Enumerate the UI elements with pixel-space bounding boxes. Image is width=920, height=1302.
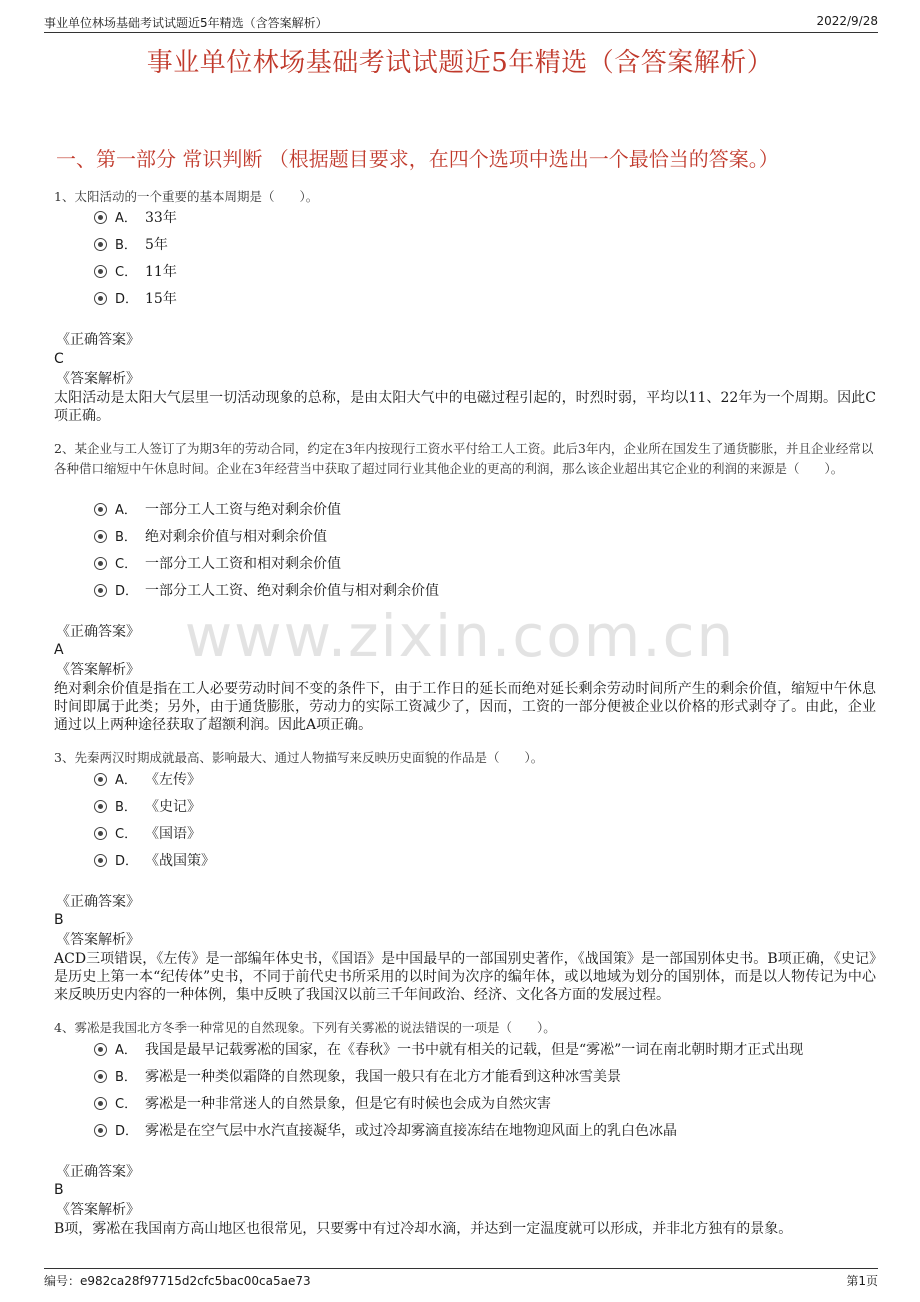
question-4-option-d[interactable]: D． 雾凇是在空气层中水汽直接凝华，或过冷却雾滴直接冻结在地物迎风面上的乳白色冰晶 bbox=[94, 1120, 677, 1142]
question-4-stem: 4、雾凇是我国北方冬季一种常见的自然现象。下列有关雾凇的说法错误的一项是（ ）。 bbox=[54, 1020, 556, 1035]
radio-icon[interactable] bbox=[94, 530, 107, 543]
question-3-option-d[interactable]: D． 《战国策》 bbox=[94, 850, 215, 872]
radio-icon[interactable] bbox=[94, 211, 107, 224]
explanation-label: 《答案解析》 bbox=[56, 932, 140, 948]
question-3-option-c[interactable]: C． 《国语》 bbox=[94, 823, 201, 845]
question-2-option-d[interactable]: D． 一部分工人工资、绝对剩余价值与相对剩余价值 bbox=[94, 580, 439, 602]
question-3-answer: B bbox=[54, 912, 64, 928]
question-3-option-a[interactable]: A． 《左传》 bbox=[94, 769, 201, 791]
question-1-option-c[interactable]: C． 11年 bbox=[94, 261, 177, 283]
page-footer bbox=[44, 1268, 878, 1291]
radio-icon[interactable] bbox=[94, 557, 107, 570]
radio-icon[interactable] bbox=[94, 854, 107, 867]
answer-label: 《正确答案》 bbox=[56, 894, 140, 910]
header-doc-name: 事业单位林场基础考试试题近5年精选（含答案解析） bbox=[44, 16, 328, 30]
question-4-option-b[interactable]: B． 雾凇是一种类似霜降的自然现象，我国一般只有在北方才能看到这种冰雪美景 bbox=[94, 1066, 621, 1088]
footer-doc-id: 编号：e982ca28f97715d2cfc5bac00ca5ae73 bbox=[44, 1274, 311, 1288]
document-title: 事业单位林场基础考试试题近5年精选（含答案解析） bbox=[146, 48, 774, 78]
question-2-stem: 2、某企业与工人签订了为期3年的劳动合同，约定在3年内按现行工资水平付给工人工资。此后3年内，企业所在国发生了通货膨胀，并且企业经常以各种借口缩短中午休息时间。企业在3年经营当中获取了超过同行业其他企业的更高的利润，那么该企业超出其它企业的利润的来源是（ ）。 bbox=[54, 441, 874, 476]
question-3-explanation: ACD三项错误，《左传》是一部编年体史书，《国语》是中国最早的一部国别史著作，《战国策》是一部国别体史书。B项正确，《史记》是历史上第一本“纪传体”史书，不同于前代史书所采用的以时间为次序的编年体，或以地域为划分的国别体，而是以人物传记为中心来反映历史内容的一种体例，集中反映了我国汉以前三千年间政治、经济、文化各方面的发展过程。 bbox=[54, 951, 876, 1003]
question-1-option-a[interactable]: A． 33年 bbox=[94, 207, 177, 229]
question-2-option-a[interactable]: A． 一部分工人工资与绝对剩余价值 bbox=[94, 499, 341, 521]
radio-icon[interactable] bbox=[94, 1097, 107, 1110]
radio-icon[interactable] bbox=[94, 238, 107, 251]
question-4-option-c[interactable]: C． 雾凇是一种非常迷人的自然景象，但是它有时候也会成为自然灾害 bbox=[94, 1093, 551, 1115]
watermark: www.zixin.com.cn bbox=[184, 602, 736, 670]
answer-label: 《正确答案》 bbox=[56, 624, 140, 640]
explanation-label: 《答案解析》 bbox=[56, 662, 140, 678]
radio-icon[interactable] bbox=[94, 800, 107, 813]
question-1-option-b[interactable]: B． 5年 bbox=[94, 234, 168, 256]
radio-icon[interactable] bbox=[94, 827, 107, 840]
question-3-stem: 3、先秦两汉时期成就最高、影响最大、通过人物描写来反映历史面貌的作品是（ ）。 bbox=[54, 750, 544, 765]
radio-icon[interactable] bbox=[94, 773, 107, 786]
radio-icon[interactable] bbox=[94, 265, 107, 278]
question-2-explanation: 绝对剩余价值是指在工人必要劳动时间不变的条件下，由于工作日的延长而绝对延长剩余劳动时间所产生的剩余价值，缩短中午休息时间即属于此类；另外，由于通货膨胀，劳动力的实际工资减少了，因而，工资的一部分便被企业以价格的形式剥夺了。由此，企业通过以上两种途径获取了超额利润。因此A项正确。 bbox=[54, 681, 876, 733]
question-2-answer: A bbox=[54, 642, 64, 658]
question-4-option-a[interactable]: A． 我国是最早记载雾凇的国家，在《春秋》一书中就有相关的记载，但是“雾凇”一词在南北朝时期才正式出现 bbox=[94, 1039, 803, 1061]
question-3-option-b[interactable]: B． 《史记》 bbox=[94, 796, 201, 818]
explanation-label: 《答案解析》 bbox=[56, 1202, 140, 1218]
question-1-stem: 1、太阳活动的一个重要的基本周期是（ ）。 bbox=[54, 189, 319, 204]
question-1-explanation: 太阳活动是太阳大气层里一切活动现象的总称，是由太阳大气中的电磁过程引起的，时烈时弱，平均以11、22年为一个周期。因此C项正确。 bbox=[54, 390, 876, 424]
question-1-answer: C bbox=[54, 351, 64, 367]
section-title: 一、第一部分 常识判断 （根据题目要求，在四个选项中选出一个最恰当的答案。） bbox=[56, 147, 779, 171]
explanation-label: 《答案解析》 bbox=[56, 371, 140, 387]
radio-icon[interactable] bbox=[94, 1043, 107, 1056]
radio-icon[interactable] bbox=[94, 292, 107, 305]
question-2-option-b[interactable]: B． 绝对剩余价值与相对剩余价值 bbox=[94, 526, 327, 548]
page-header bbox=[44, 12, 878, 33]
radio-icon[interactable] bbox=[94, 584, 107, 597]
footer-page-number: 第1页 bbox=[846, 1274, 878, 1288]
radio-icon[interactable] bbox=[94, 503, 107, 516]
header-date: 2022/9/28 bbox=[816, 14, 878, 28]
question-1-option-d[interactable]: D． 15年 bbox=[94, 288, 177, 310]
answer-label: 《正确答案》 bbox=[56, 1164, 140, 1180]
question-4-explanation: B项，雾凇在我国南方高山地区也很常见，只要雾中有过冷却水滴，并达到一定温度就可以形成，并非北方独有的景象。 bbox=[54, 1221, 793, 1237]
radio-icon[interactable] bbox=[94, 1124, 107, 1137]
radio-icon[interactable] bbox=[94, 1070, 107, 1083]
question-2-option-c[interactable]: C． 一部分工人工资和相对剩余价值 bbox=[94, 553, 341, 575]
question-4-answer: B bbox=[54, 1182, 64, 1198]
answer-label: 《正确答案》 bbox=[56, 332, 140, 348]
